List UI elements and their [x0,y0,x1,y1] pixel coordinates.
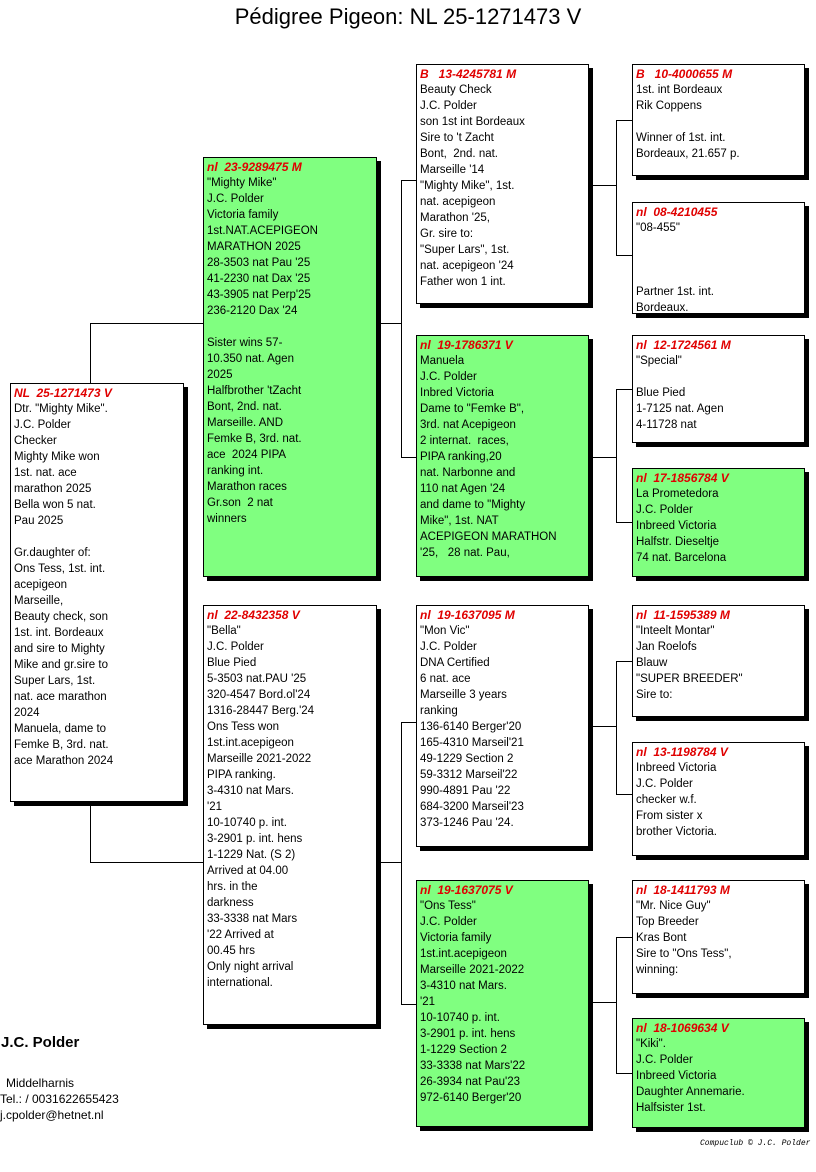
connector-line [616,661,632,662]
connector-line [401,180,402,458]
ring-number: nl 12-1724561 M [636,338,731,352]
owner-name: J.C. Polder [1,1034,80,1051]
connector-line [616,120,632,121]
pigeon-details: "Ons Tess" J.C. Polder Victoria family 1st.int.acepigeon Marseille 2021-2022 3-4310 nat Mars. '21 10-10740 p. int. 3-2901 p. int. hens 1-1229 Section 2 33-3338 nat Mars'22 26-3934 nat Pau'23 972-6140 Berger'20 [420,900,526,1104]
pigeon-card-mf-dam [632,742,805,856]
connector-line [90,323,203,324]
ring-number: B 10-4000655 M [636,67,733,81]
ring-number: nl 08-4210455 [636,205,718,219]
ring-number: nl 19-1786371 V [420,338,513,352]
ring-number: nl 13-1198784 V [636,745,728,759]
ring-number: nl 19-1637075 V [420,883,513,897]
connector-line [401,457,416,458]
pigeon-card-sire-of-mother [416,605,589,847]
pigeon-card-mm-sire [632,880,805,994]
connector-line [616,255,632,256]
connector-line [616,389,632,390]
connector-line [592,185,617,186]
connector-line [401,180,416,181]
pigeon-details: "Bella" J.C. Polder Blue Pied 5-3503 nat.PAU '25 320-4547 Bord.ol'24 1316-28447 Berg.'24 Ons Tess won 1st.int.acepigeon Marseille 2021-2022 PIPA ranking. 3-4310 nat Mars. '21 10-10740 p. int. 3-2901 p. int. hens 1-1229 Nat. (S 2) Arrived at 04.00 hrs. in the darkness 33-3338 nat Mars '22 Arrived at 00.45 hrs Only night arrival international. [207,625,315,989]
pigeon-card-mother [203,605,377,1025]
credit-footer: Compuclub © J.C. Polder [700,1139,811,1148]
pigeon-card-ff-dam [632,202,805,314]
connector-line [616,937,617,1074]
connector-line [616,661,617,795]
connector-line [380,323,402,324]
pigeon-card-mf-sire [632,605,805,717]
connector-line [401,722,402,1005]
pigeon-details: "Special" Blue Pied 1-7125 nat. Agen 4-11728 nat [636,355,724,431]
connector-line [90,802,91,862]
pigeon-card-dam-of-mother [416,880,589,1127]
ring-number: nl 11-1595389 M [636,608,730,622]
pigeon-card-father [203,157,377,577]
pigeon-details: Dtr. "Mighty Mike". J.C. Polder Checker Mighty Mike won 1st. nat. ace marathon 2025 Bella won 5 nat. Pau 2025 Gr.daughter of: Ons Tess, 1st. int. acepigeon Marseille, Beauty check, son 1st. int. Bordeaux and sire to Mighty Mike and gr.sire to Super Lars, 1st. nat. ace marathon 2024 Manuela, dame to Femke B, 3rd. nat. ace Marathon 2024 [14,403,114,767]
ring-number: B 13-4245781 M [420,67,517,81]
pigeon-card-mm-dam [632,1018,805,1128]
connector-line [616,389,617,523]
pigeon-card-subject [10,383,184,802]
pigeon-details: "Mighty Mike" J.C. Polder Victoria family 1st.NAT.ACEPIGEON MARATHON 2025 28-3503 nat Pau '25 41-2230 nat Dax '25 43-3905 nat Perp'25 236-2120 Dax '24 Sister wins 57- 10.350 nat. Agen 2025 Halfbrother 'tZacht Bont, 2nd. nat. Marseille. AND Femke B, 3rd. nat. ace 2024 PIPA ranking int. Marathon races Gr.son 2 nat winners [207,177,318,525]
connector-line [90,323,91,383]
connector-line [616,794,632,795]
pigeon-card-dam-of-father [416,335,589,577]
ring-number: nl 17-1856784 V [636,471,729,485]
connector-line [616,937,632,938]
owner-city: Middelharnis [6,1076,75,1090]
owner-email: j.cpolder@hetnet.nl [0,1108,104,1122]
pigeon-card-sire-of-father [416,64,589,304]
pigeon-details: La Prometedora J.C. Polder Inbreed Victoria Halfstr. Dieseltje 74 nat. Barcelona [636,488,727,564]
pigeon-details: Beauty Check J.C. Polder son 1st int Bordeaux Sire to 't Zacht Bont, 2nd. nat. Marseille '14 "Mighty Mike", 1st. nat. acepigeon Marathon '25, Gr. sire to: "Super Lars", 1st. nat. acepigeon '24 Father won 1 int. [420,84,525,288]
pigeon-details: "Kiki". J.C. Polder Inbreed Victoria Daughter Annemarie. Halfsister 1st. [636,1038,745,1114]
connector-line [616,522,632,523]
ring-number: nl 18-1411793 M [636,883,730,897]
pigeon-details: Manuela J.C. Polder Inbred Victoria Dame to "Femke B", 3rd. nat Acepigeon 2 internat. races, PIPA ranking,20 nat. Narbonne and 110 nat Agen '24 and dame to "Mighty Mike", 1st. NAT ACEPIGEON MARATHON '25, 28 nat. Pau, [420,355,557,559]
pigeon-details: "Mr. Nice Guy" Top Breeder Kras Bont Sire to "Ons Tess", winning: [636,900,732,976]
connector-line [380,862,402,863]
pigeon-details: "Inteelt Montar" Jan Roelofs Blauw "SUPER BREEDER" Sire to: [636,625,743,701]
connector-line [592,457,617,458]
pigeon-details: "Mon Vic" J.C. Polder DNA Certified 6 nat. ace Marseille 3 years ranking 136-6140 Berger'20 165-4310 Marseil'21 49-1229 Section 2 59-3312 Marseil'22 990-4891 Pau '22 684-3200 Marseil'23 373-1246 Pau '24. [420,625,524,829]
pigeon-details: "08-455" Partner 1st. int. Bordeaux. [636,222,714,314]
ring-number: NL 25-1271473 V [14,386,112,400]
connector-line [592,1002,617,1003]
ring-number: nl 23-9289475 M [207,160,302,174]
ring-number: nl 19-1637095 M [420,608,515,622]
pigeon-card-ff-sire [632,64,805,176]
connector-line [616,1073,632,1074]
connector-line [90,862,203,863]
connector-line [401,722,416,723]
pigeon-card-fm-dam [632,468,805,577]
pigeon-details: Inbreed Victoria J.C. Polder checker w.f. From sister x brother Victoria. [636,762,717,838]
pigeon-card-fm-sire [632,335,805,443]
ring-number: nl 22-8432358 V [207,608,300,622]
connector-line [401,1004,416,1005]
page-title: Pédigree Pigeon: NL 25-1271473 V [234,4,582,29]
ring-number: nl 18-1069634 V [636,1021,729,1035]
connector-line [616,120,617,256]
connector-line [592,726,617,727]
owner-phone: Tel.: / 0031622655423 [0,1092,119,1106]
pigeon-details: 1st. int Bordeaux Rik Coppens Winner of 1st. int. Bordeaux, 21.657 p. [636,84,740,160]
